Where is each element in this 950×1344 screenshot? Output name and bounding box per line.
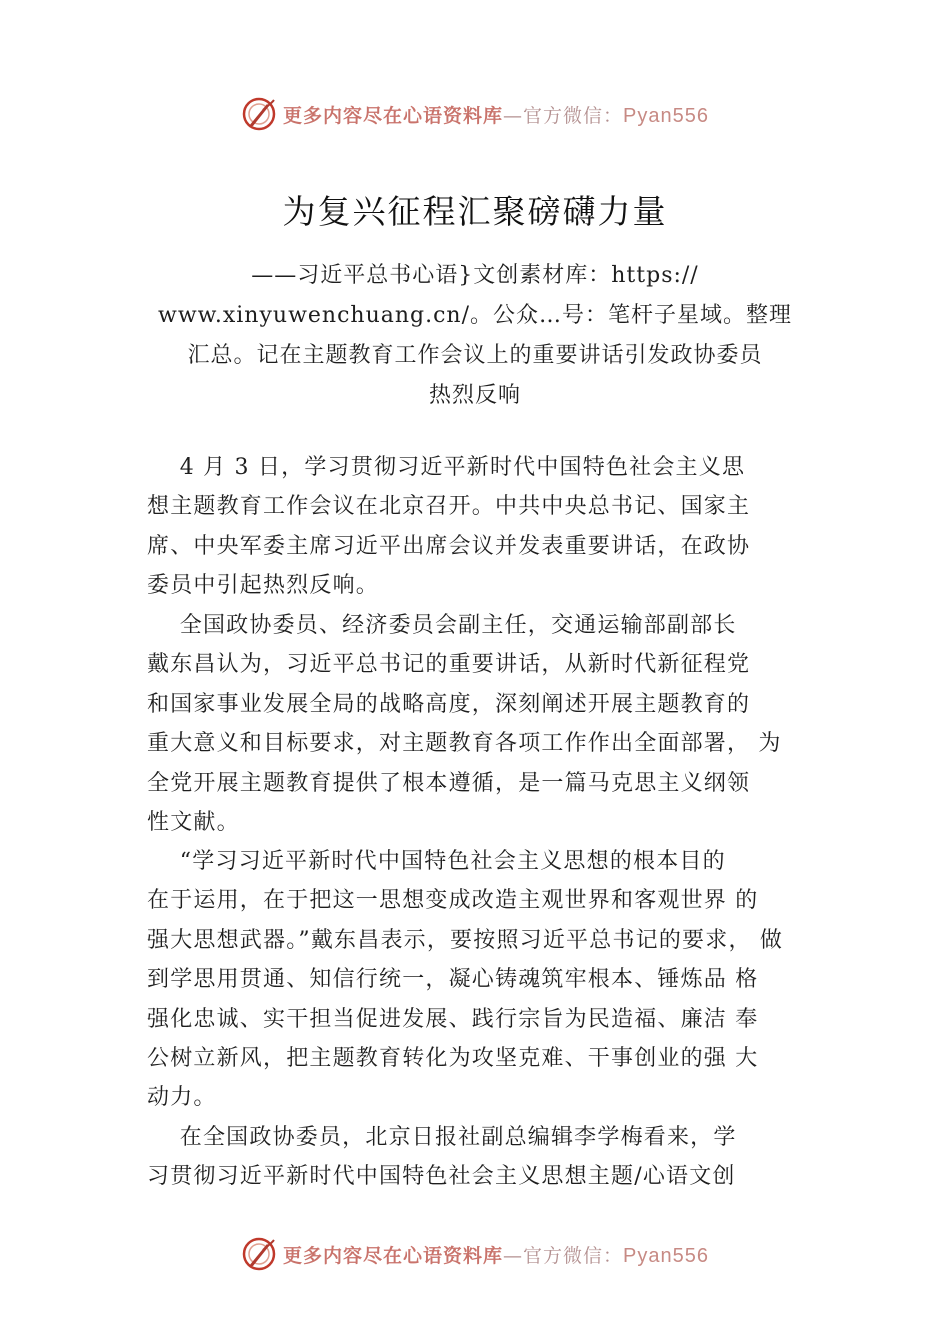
banner-library-text: 更多内容尽在心语资料库 xyxy=(283,1244,504,1267)
banner-dash: — xyxy=(503,1244,524,1267)
paragraph-line: 全党开展主题教育提供了根本遵循，是一篇马克思主义纲领 xyxy=(147,770,751,796)
subtitle-line: ——习近平总书心语}文创素材库：https:// xyxy=(251,263,699,288)
paragraph-line: 强化忠诚、实干担当促进发展、践行宗旨为民造福、廉洁 奉 xyxy=(147,1006,759,1032)
paragraph-line: 到学思用贯通、知信行统一，凝心铸魂筑牢根本、锤炼品 格 xyxy=(147,967,759,993)
paragraph-line: 4 月 3 日，学习贯彻习近平新时代中国特色社会主义思 xyxy=(147,455,746,480)
paragraph-line: 强大思想武器。”戴东昌表示，要按照习近平总书记的要求， 做 xyxy=(147,927,784,953)
body-paragraph xyxy=(147,1118,837,1197)
header-banner xyxy=(0,94,950,134)
banner-wechat-id: Pyan556 xyxy=(623,1244,709,1267)
paragraph-line: “学习习近平新时代中国特色社会主义思想的根本目的 xyxy=(147,849,726,874)
paragraph-line: 全国政协委员、经济委员会副主任，交通运输部副部长 xyxy=(147,613,737,638)
paragraph-line: 想主题教育工作会议在北京召开。中共中央总书记、国家主 xyxy=(147,494,751,520)
paragraph-line: 在于运用，在于把这一思想变成改造主观世界和客观世界 的 xyxy=(147,888,759,914)
paragraph-line: 动力。 xyxy=(147,1085,217,1111)
body-paragraph xyxy=(147,842,837,1118)
subtitle-line: 汇总。记在主题教育工作会议上的重要讲话引发政协委员 xyxy=(187,343,763,368)
paragraph-line: 重大意义和目标要求，对主题教育各项工作作出全面部署， 为 xyxy=(147,731,782,757)
banner-wechat-label: 官方微信： xyxy=(523,1244,624,1267)
quill-logo-icon xyxy=(241,1236,277,1272)
paragraph-line: 戴东昌认为，习近平总书记的重要讲话，从新时代新征程党 xyxy=(147,652,751,678)
paragraph-line: 席、中央军委主席习近平出席会议并发表重要讲话，在政协 xyxy=(147,533,751,559)
body-paragraph xyxy=(147,606,837,842)
banner-library-text: 更多内容尽在心语资料库 xyxy=(283,104,504,127)
subtitle-line: www.xinyuwenchuang.cn/。公众…号：笔杆子星域。整理 xyxy=(157,303,793,328)
banner-wechat-id: Pyan556 xyxy=(623,104,709,127)
document-title: 为复兴征程汇聚磅礴力量 xyxy=(282,192,668,231)
body-paragraph xyxy=(147,448,837,606)
paragraph-line: 在全国政协委员，北京日报社副总编辑李学梅看来，学 xyxy=(147,1125,737,1150)
banner-dash: — xyxy=(503,104,524,127)
paragraph-line: 公树立新风，把主题教育转化为攻坚克难、干事创业的强 大 xyxy=(147,1045,759,1071)
paragraph-line: 和国家事业发展全局的战略高度，深刻阐述开展主题教育的 xyxy=(147,691,751,717)
quill-logo-icon xyxy=(241,96,277,132)
paragraph-line: 习贯彻习近平新时代中国特色社会主义思想主题/心语文创 xyxy=(147,1164,736,1190)
paragraph-line: 委员中引起热烈反响。 xyxy=(147,573,380,599)
paragraph-line: 性文献。 xyxy=(147,809,240,835)
subtitle-line: 热烈反响 xyxy=(428,383,521,408)
banner-wechat-label: 官方微信： xyxy=(523,104,624,127)
footer-banner xyxy=(0,1234,950,1274)
